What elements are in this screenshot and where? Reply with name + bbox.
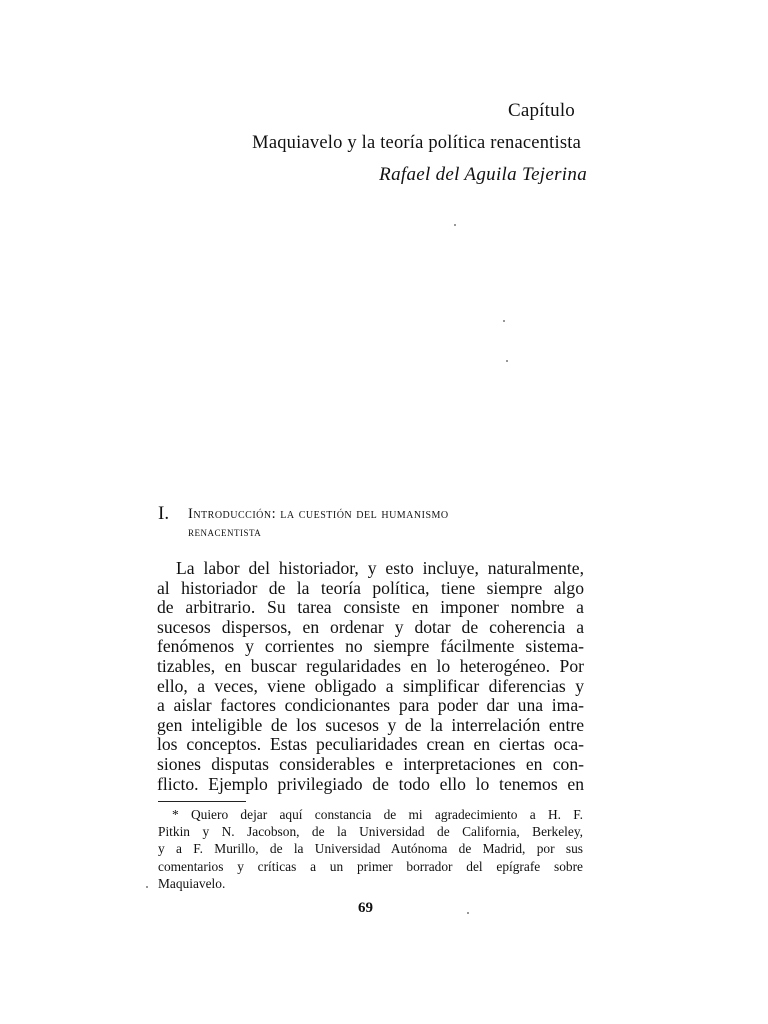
- body-line: gen inteligible de los sucesos y de la interrelación entre: [157, 714, 584, 735]
- scan-speck: [146, 886, 148, 888]
- scan-speck: [454, 224, 456, 226]
- scan-speck: [506, 360, 508, 362]
- body-line: fenómenos y corrientes no siempre fácilmente sistema-: [157, 636, 584, 657]
- body-line: siones disputas considerables e interpretaciones en con-: [157, 753, 584, 774]
- body-line: sucesos dispersos, en ordenar y dotar de coherencia a: [157, 616, 584, 637]
- footnote-line: Maquiavelo.: [158, 875, 226, 891]
- chapter-author: Rafael del Aguila Tejerina: [379, 164, 587, 185]
- footnote-line: Pitkin y N. Jacobson, de la Universidad de California, Berkeley,: [158, 824, 583, 840]
- scan-speck: [467, 912, 469, 914]
- footnote-line: * Quiero dejar aquí constancia de mi agradecimiento a H. F.: [172, 807, 583, 822]
- chapter-label: Capítulo: [507, 100, 575, 121]
- chapter-title: Maquiavelo y la teoría política renacentista: [252, 133, 581, 153]
- body-line: los conceptos. Estas peculiaridades crean en ciertas oca-: [157, 734, 584, 755]
- body-line: de arbitrario. Su tarea consiste en imponer nombre a: [157, 597, 584, 618]
- body-line: a aislar factores condicionantes para poder dar una ima-: [157, 695, 584, 716]
- body-line: ello, a veces, viene obligado a simplificar diferencias y: [157, 675, 584, 696]
- body-line: flicto. Ejemplo privilegiado de todo ello lo tenemos en: [157, 773, 584, 794]
- section-number: I.: [158, 503, 170, 524]
- scan-speck: [503, 320, 505, 322]
- footnote-rule: [158, 801, 246, 802]
- section-heading-line-2: renacentista: [188, 524, 262, 539]
- body-paragraph: [157, 559, 584, 794]
- page-number: 69: [358, 900, 373, 916]
- body-line: tizables, en buscar regularidades en lo heterogéneo. Por: [157, 655, 584, 676]
- footnote: [158, 806, 583, 892]
- section-heading-line-1: Introducción: la cuestión del humanismo: [188, 506, 449, 522]
- footnote-line: comentarios y críticas a un primer borrador del epígrafe sobre: [158, 858, 583, 874]
- body-line: al historiador de la teoría política, tiene siempre algo: [157, 577, 584, 598]
- body-line: La labor del historiador, y esto incluye, naturalmente,: [176, 558, 584, 578]
- footnote-line: y a F. Murillo, de la Universidad Autónoma de Madrid, por sus: [158, 841, 583, 857]
